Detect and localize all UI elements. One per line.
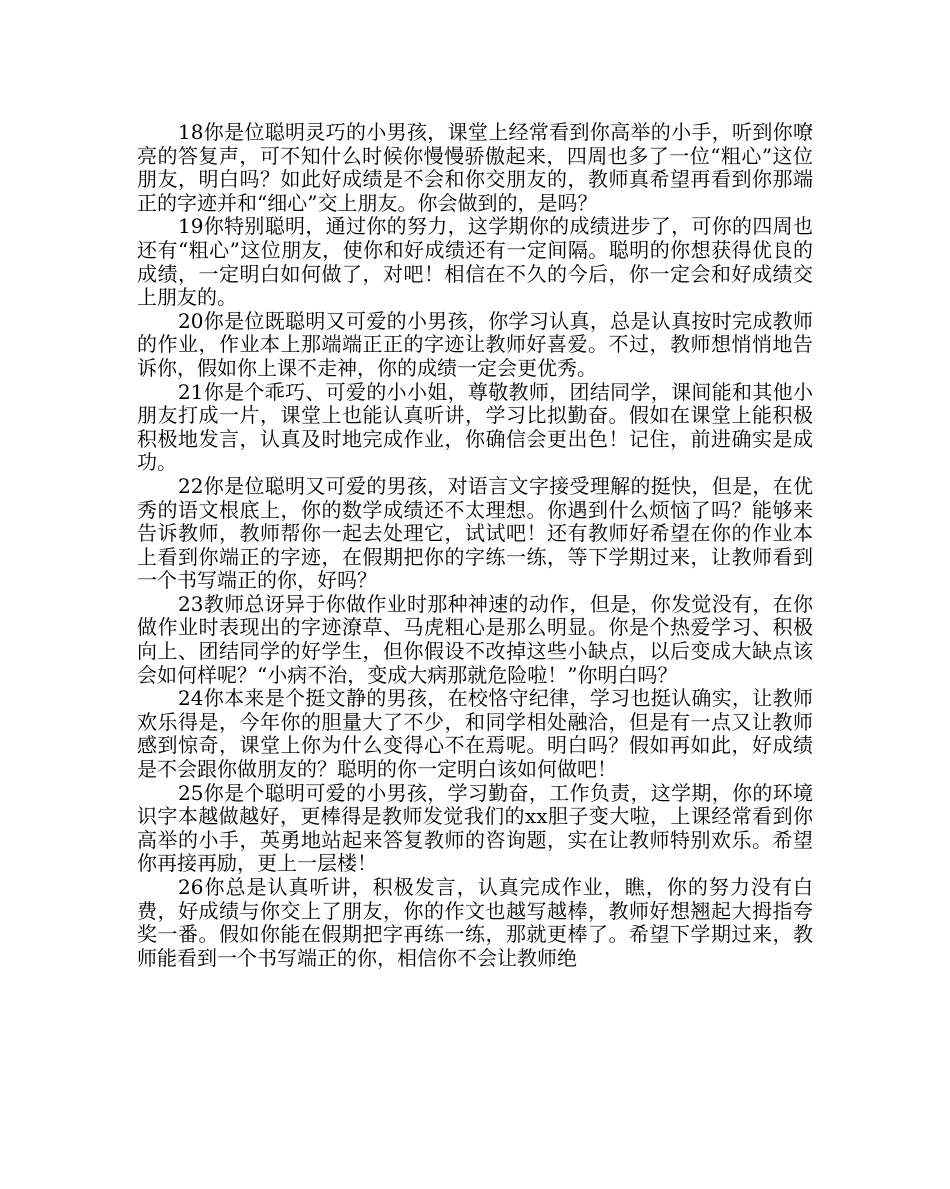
- paragraph-25: 25你是个聪明可爱的小男孩，学习勤奋，工作负责，这学期，你的环境识字本越做越好，更棒得是教师发觉我们的xx胆子变大啦，上课经常看到你高举的小手，英勇地站起来答复教师的咨询题，实在让教师特别欢乐。希望你再接再励，更上一层楼！: [137, 780, 813, 876]
- paragraph-22: 22你是位聪明又可爱的男孩，对语言文字接受理解的挺快，但是，在优秀的语文根底上，你的数学成绩还不太理想。你遇到什么烦恼了吗？能够来告诉教师，教师帮你一起去处理它，试试吧！还有教师好希望在你的作业本上看到你端正的字迹，在假期把你的字练一练，等下学期过来，让教师看到一个书写端正的你，好吗？: [137, 473, 813, 593]
- paragraph-20: 20你是位既聪明又可爱的小男孩，你学习认真，总是认真按时完成教师的作业，作业本上那端端正正的字迹让教师好喜爱。不过，教师想悄悄地告诉你，假如你上课不走神，你的成绩一定会更优秀。: [137, 308, 813, 380]
- paragraph-19: 19你特别聪明，通过你的努力，这学期你的成绩进步了，可你的四周也还有“粗心”这位朋友，使你和好成绩还有一定间隔。聪明的你想获得优良的成绩，一定明白如何做了，对吧！相信在不久的今后，你一定会和好成绩交上朋友的。: [137, 214, 813, 310]
- paragraph-24: 24你本来是个挺文静的男孩，在校恪守纪律，学习也挺认确实，让教师欢乐得是，今年你的胆量大了不少，和同学相处融洽，但是有一点又让教师感到惊奇，课堂上你为什么变得心不在焉呢。明白吗？假如再如此，好成绩是不会跟你做朋友的？聪明的你一定明白该如何做吧！: [137, 686, 813, 782]
- document-body: [137, 121, 813, 970]
- paragraph-26: 26你总是认真听讲，积极发言，认真完成作业，瞧，你的努力没有白费，好成绩与你交上了朋友，你的作文也越写越棒，教师好想翘起大拇指夸奖一番。假如你能在假期把字再练一练，那就更棒了。希望下学期过来，教师能看到一个书写端正的你，相信你不会让教师绝: [137, 875, 813, 970]
- paragraph-21: 21你是个乖巧、可爱的小小姐，尊敬教师，团结同学，课间能和其他小朋友打成一片，课堂上也能认真听讲，学习比拟勤奋。假如在课堂上能积极积极地发言，认真及时地完成作业，你确信会更出色！记住，前进确实是成功。: [137, 379, 813, 475]
- paragraph-23: 23教师总讶异于你做作业时那种神速的动作，但是，你发觉没有，在你做作业时表现出的字迹潦草、马虎粗心是那么明显。你是个热爱学习、积极向上、团结同学的好学生，但你假设不改掉这些小缺点，以后变成大缺点该会如何样呢？“小病不治，变成大病那就危险啦！”你明白吗？: [137, 591, 813, 687]
- paragraph-18: 18你是位聪明灵巧的小男孩，课堂上经常看到你高举的小手，听到你嘹亮的答复声，可不知什么时候你慢慢骄傲起来，四周也多了一位“粗心”这位朋友，明白吗？如此好成绩是不会和你交朋友的，教师真希望再看到你那端正的字迹并和“细心”交上朋友。你会做到的，是吗？: [137, 120, 813, 215]
